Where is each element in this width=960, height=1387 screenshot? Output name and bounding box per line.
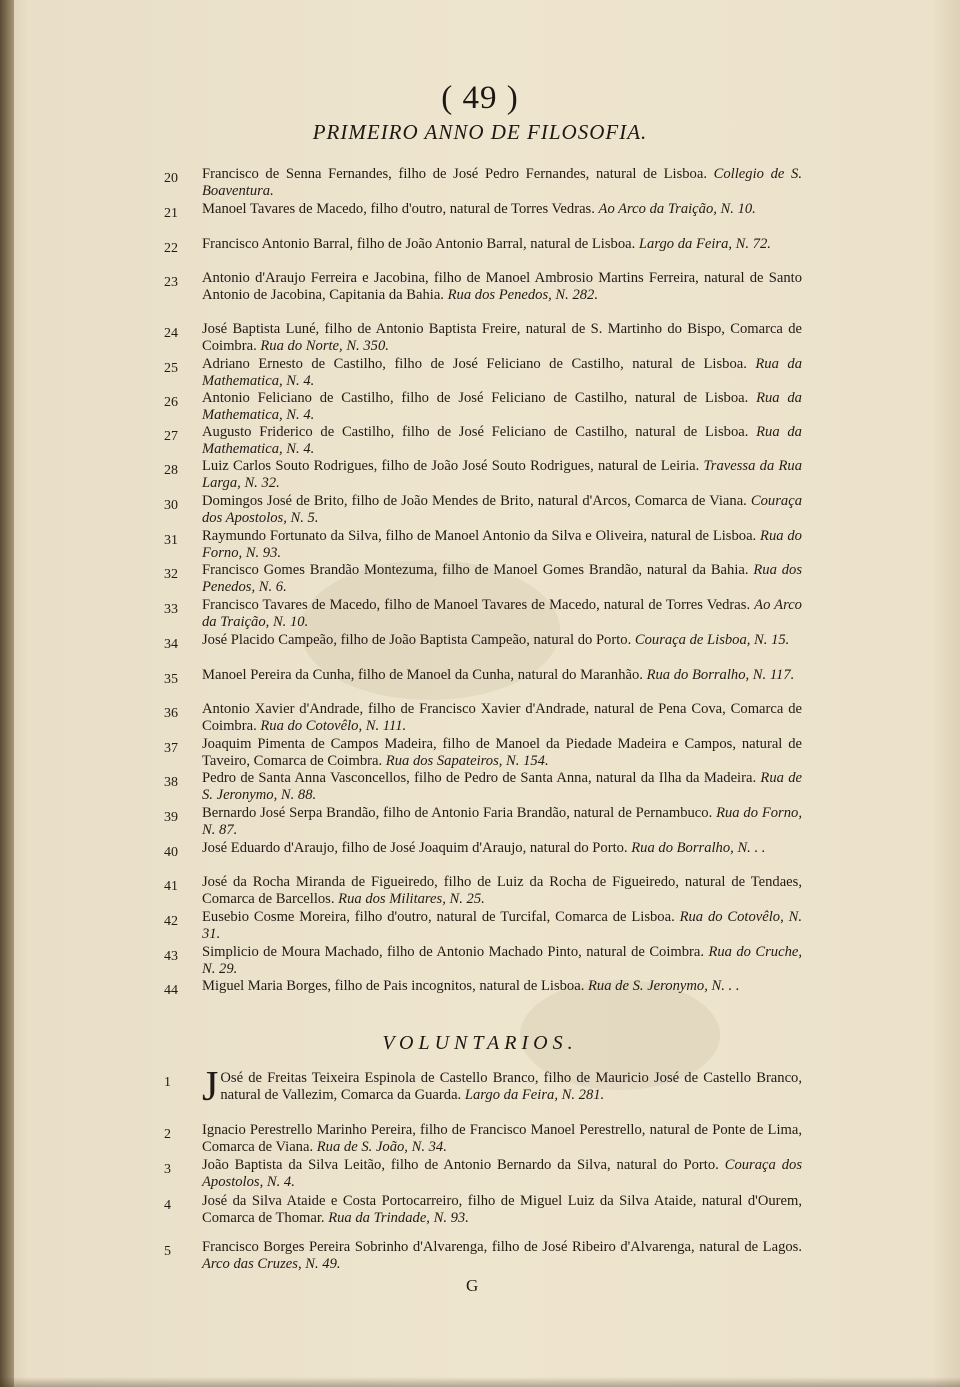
entry-address: Largo da Feira, N. 281. xyxy=(464,1087,605,1103)
entry-description: Antonio Xavier d'Andrade, filho de Francisco Xavier d'Andrade, natural de Pena Cova, Comarca de Coimbra. xyxy=(202,701,802,734)
entry-description: Francisco Tavares de Macedo, filho de Manoel Tavares de Macedo, natural de Torres Vedras. xyxy=(202,597,751,613)
entry-description: Miguel Maria Borges, filho de Pais incognitos, natural de Lisboa. xyxy=(202,978,585,994)
entry-number: 40 xyxy=(164,845,178,860)
entry-description: Domingos José de Brito, filho de João Mendes de Brito, natural d'Arcos, Comarca de Viana. xyxy=(202,493,747,509)
entry-description: Pedro de Santa Anna Vasconcellos, filho de Pedro de Santa Anna, natural da Ilha da Madeira. xyxy=(202,770,757,786)
entry-description: Adriano Ernesto de Castilho, filho de José Feliciano de Castilho, natural de Lisboa. xyxy=(202,356,747,372)
entry-text xyxy=(202,597,802,631)
entry-address: Rua da Mathematica, N. 4. xyxy=(202,356,802,389)
entry-description: José Eduardo d'Araujo, filho de José Joaquim d'Araujo, natural do Porto. xyxy=(202,840,628,856)
entry-address: Couraça dos Apostolos, N. 5. xyxy=(202,493,802,526)
entry-text xyxy=(202,201,802,218)
entry-address: Collegio de S. Boaventura. xyxy=(202,166,802,199)
entry-number: 5 xyxy=(164,1244,171,1259)
entry-number: 20 xyxy=(164,171,178,186)
entry-address: Largo da Feira, N. 72. xyxy=(638,236,771,252)
entry-number: 27 xyxy=(164,429,178,444)
entry-text xyxy=(202,321,802,355)
entry-text xyxy=(202,424,802,458)
entry-address: Rua da Mathematica, N. 4. xyxy=(202,390,802,423)
entry-text xyxy=(202,236,802,253)
entry-text xyxy=(202,1193,802,1227)
entry-address: Rua de S. Jeronymo, N. 88. xyxy=(202,770,802,803)
entry-number: 26 xyxy=(164,395,178,410)
entry-description: Francisco Antonio Barral, filho de João Antonio Barral, natural de Lisboa. xyxy=(202,236,636,252)
entry-description: José Placido Campeão, filho de João Baptista Campeão, natural do Porto. xyxy=(202,632,632,648)
page-number: ( 49 ) xyxy=(441,80,519,116)
entry-number: 32 xyxy=(164,567,178,582)
entry-number: 28 xyxy=(164,463,178,478)
entry-address: Rua do Norte, N. 350. xyxy=(260,338,389,354)
entry-address: Rua dos Penedos, N. 282. xyxy=(447,287,598,303)
drop-cap: J xyxy=(202,1064,219,1110)
entry-description: Luiz Carlos Souto Rodrigues, filho de João José Souto Rodrigues, natural de Leiria. xyxy=(202,458,700,474)
entry-address: Rua da Trindade, N. 93. xyxy=(328,1210,469,1226)
entry-text xyxy=(202,356,802,390)
entry-description: Antonio Feliciano de Castilho, filho de José Feliciano de Castilho, natural de Lisboa. xyxy=(202,390,749,406)
entry-description: José Baptista Luné, filho de Antonio Baptista Freire, natural de S. Martinho do Bispo, Comarca de Coimbra. xyxy=(202,321,802,354)
entry-number: 43 xyxy=(164,949,178,964)
entry-text xyxy=(202,1239,802,1273)
entry-address: Rua de S. João, N. 34. xyxy=(316,1139,447,1155)
entry-address: Travessa da Rua Larga, N. 32. xyxy=(202,458,802,491)
entry-number: 38 xyxy=(164,775,178,790)
entry-description: Francisco de Senna Fernandes, filho de José Pedro Fernandes, natural de Lisboa. xyxy=(202,166,707,182)
entry-number: 42 xyxy=(164,914,178,929)
entry-text xyxy=(202,632,802,649)
entry-text xyxy=(202,270,802,304)
entry-description: Augusto Friderico de Castilho, filho de José Feliciano de Castilho, natural de Lisboa. xyxy=(202,424,749,440)
entry-description: João Baptista da Silva Leitão, filho de Antonio Bernardo da Silva, natural do Porto. xyxy=(202,1157,719,1173)
entry-address: Couraça de Lisboa, N. 15. xyxy=(634,632,790,648)
entry-number: 2 xyxy=(164,1127,171,1142)
signature-mark: G xyxy=(466,1276,479,1295)
entry-text xyxy=(202,528,802,562)
entry-number: 39 xyxy=(164,810,178,825)
entry-address: Rua do Borralho, N. 117. xyxy=(646,667,795,683)
entry-number: 4 xyxy=(164,1198,171,1213)
entry-address: Rua do Cotovêlo, N. 111. xyxy=(260,718,407,734)
entry-text xyxy=(202,562,802,596)
entry-text xyxy=(202,944,802,978)
entry-address: Couraça dos Apostolos, N. 4. xyxy=(202,1157,803,1190)
entry-text xyxy=(202,805,802,839)
entry-number: 1 xyxy=(164,1075,171,1090)
entry-number: 31 xyxy=(164,533,178,548)
entry-number: 44 xyxy=(164,983,178,998)
entry-description: Joaquim Pimenta de Campos Madeira, filho de Manoel da Piedade Madeira e Campos, natural de Taveiro, Comarca de Coimbra. xyxy=(202,736,802,769)
entry-number: 22 xyxy=(164,241,178,256)
entry-text xyxy=(202,770,802,804)
entry-text xyxy=(202,701,802,735)
entry-number: 21 xyxy=(164,206,178,221)
entry-address: Rua dos Militares, N. 25. xyxy=(338,891,485,907)
entry-description: Eusebio Cosme Moreira, filho d'outro, natural de Turcifal, Comarca de Lisboa. xyxy=(202,909,675,925)
entry-number: 30 xyxy=(164,498,178,513)
entry-number: 3 xyxy=(164,1162,171,1177)
entry-address: Rua de S. Jeronymo, N. . . xyxy=(588,978,740,994)
entry-number: 36 xyxy=(164,706,178,721)
entry-text xyxy=(202,390,802,424)
section-title: PRIMEIRO ANNO DE FILOSOFIA. xyxy=(312,120,648,144)
page-edge xyxy=(0,1377,960,1387)
entry-number: 24 xyxy=(164,326,178,341)
entry-number: 34 xyxy=(164,637,178,652)
entry-address: Rua do Cruche, N. 29. xyxy=(202,944,803,977)
entry-address: Rua do Borralho, N. . . xyxy=(631,840,766,856)
entry-text xyxy=(202,909,802,943)
entry-number: 35 xyxy=(164,672,178,687)
entry-number: 37 xyxy=(164,741,178,756)
entry-description: Manoel Tavares de Macedo, filho d'outro, natural de Torres Vedras. xyxy=(202,201,595,217)
entry-address: Rua dos Penedos, N. 6. xyxy=(202,562,803,595)
entry-description: Simplicio de Moura Machado, filho de Antonio Machado Pinto, natural de Coimbra. xyxy=(202,944,705,960)
entry-address: Rua do Forno, N. 87. xyxy=(202,805,802,838)
entry-description: Raymundo Fortunato da Silva, filho de Manoel Antonio da Silva e Oliveira, natural de Lisboa. xyxy=(202,528,757,544)
entry-text xyxy=(202,493,802,527)
entry-text xyxy=(202,978,802,995)
entry-text xyxy=(202,1064,802,1110)
entry-address: Ao Arco da Traição, N. 10. xyxy=(598,201,756,217)
entry-description: José da Rocha Miranda de Figueiredo, filho de Luiz da Rocha de Figueiredo, natural de Tendaes, Comarca de Barcellos. xyxy=(202,874,802,907)
entry-text xyxy=(202,840,802,857)
entry-description: José da Silva Ataide e Costa Portocarreiro, filho de Miguel Luiz da Silva Ataide, natural d'Ourem, Comarca de Thomar. xyxy=(202,1193,802,1226)
entry-number: 25 xyxy=(164,361,178,376)
entry-number: 33 xyxy=(164,602,178,617)
binding-gutter xyxy=(0,0,14,1387)
entry-address: Ao Arco da Traição, N. 10. xyxy=(202,597,802,630)
entry-number: 41 xyxy=(164,879,178,894)
entry-text xyxy=(202,1122,802,1156)
entry-address: Rua do Forno, N. 93. xyxy=(202,528,802,561)
entry-text xyxy=(202,166,802,200)
entry-description: Osé de Freitas Teixeira Espinola de Castello Branco, filho de Mauricio José de Castello Branco, natural de Vallezim, Comarca da Guarda. xyxy=(220,1070,802,1103)
entry-address: Rua dos Sapateiros, N. 154. xyxy=(385,753,549,769)
entry-number: 23 xyxy=(164,275,178,290)
entry-description: Manoel Pereira da Cunha, filho de Manoel da Cunha, natural do Maranhão. xyxy=(202,667,643,683)
entry-address: Arco das Cruzes, N. 49. xyxy=(202,1256,341,1272)
entry-text xyxy=(202,1157,802,1191)
entry-address: Rua do Cotovêlo, N. 31. xyxy=(202,909,802,942)
entry-description: Ignacio Perestrello Marinho Pereira, filho de Francisco Manoel Perestrello, natural de Ponte de Lima, Comarca de Viana. xyxy=(202,1122,802,1155)
entry-description: Bernardo José Serpa Brandão, filho de Antonio Faria Brandão, natural de Pernambuco. xyxy=(202,805,713,821)
entry-address: Rua da Mathematica, N. 4. xyxy=(202,424,802,457)
voluntarios-title: VOLUNTARIOS. xyxy=(382,1032,578,1054)
entry-text xyxy=(202,736,802,770)
entry-description: Antonio d'Araujo Ferreira e Jacobina, filho de Manoel Ambrosio Martins Ferreira, natural de Santo Antonio de Jacobina, Capitania da Bahia. xyxy=(202,270,802,303)
entry-text xyxy=(202,874,802,908)
entry-description: Francisco Borges Pereira Sobrinho d'Alvarenga, filho de José Ribeiro d'Alvarenga, natural de Lagos. xyxy=(202,1239,802,1255)
entry-description: Francisco Gomes Brandão Montezuma, filho de Manoel Gomes Brandão, natural da Bahia. xyxy=(202,562,749,578)
entry-text xyxy=(202,667,802,684)
entry-text xyxy=(202,458,802,492)
